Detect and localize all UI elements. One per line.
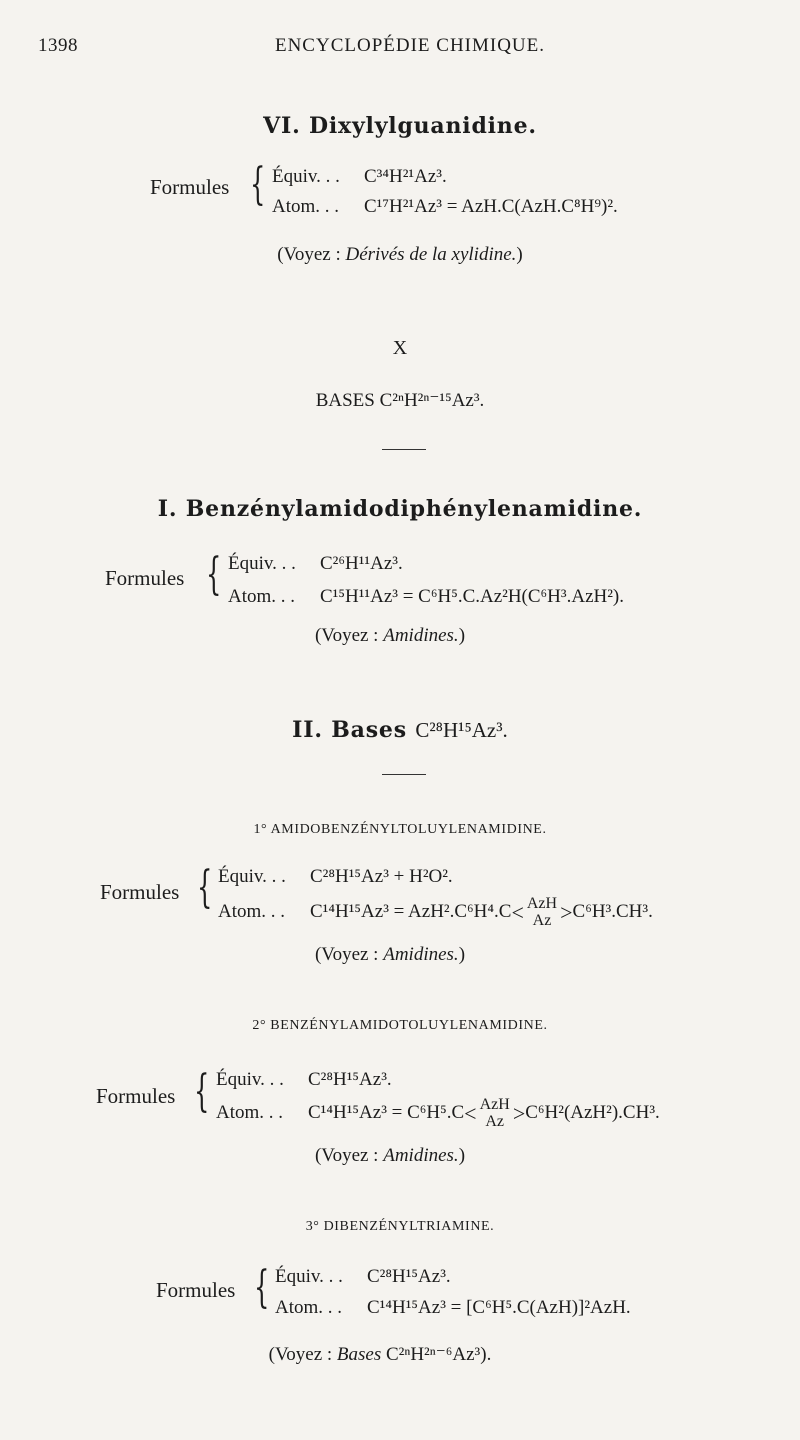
sub1-title: 1° AMIDOBENZÉNYLTOLUYLENAMIDINE. bbox=[253, 822, 547, 837]
sub2-voyez bbox=[0, 1145, 800, 1167]
voyez-prefix: (Voyez : bbox=[314, 944, 384, 965]
equiv-label: Équiv. . . bbox=[218, 866, 286, 887]
atom-value: C¹⁷H²¹Az³ = AzH.C(AzH.C⁸H⁹)². bbox=[364, 196, 618, 217]
section-ii-title-formula: C²⁸H¹⁵Az³. bbox=[415, 718, 508, 742]
voyez-ref: Bases bbox=[336, 1344, 382, 1365]
voyez-suffix: ) bbox=[516, 244, 523, 265]
voyez-ref: Amidines. bbox=[383, 944, 459, 965]
atom-label: Atom. . . bbox=[228, 586, 296, 607]
brace-icon: { bbox=[250, 159, 266, 210]
voyez-formula: C²ⁿH²ⁿ⁻⁶Az³ bbox=[381, 1344, 481, 1365]
angle-open-icon: < bbox=[511, 899, 524, 925]
brace-icon: { bbox=[206, 549, 222, 600]
equiv-label: Équiv. . . bbox=[272, 166, 340, 187]
atom-value: C¹⁴H¹⁵Az³ = [C⁶H⁵.C(AzH)]²AzH. bbox=[367, 1297, 631, 1318]
atom-value-b: C⁶H³.CH³. bbox=[572, 901, 653, 922]
sub2-title: 2° BENZÉNYLAMIDOTOLUYLENAMIDINE. bbox=[252, 1018, 548, 1033]
equiv-value: C³⁴H²¹Az³. bbox=[364, 166, 447, 187]
section-ii-title-bold: II. Bases bbox=[292, 717, 416, 743]
voyez-ref: Dérivés de la xylidine. bbox=[345, 244, 517, 265]
formulas-label: Formules bbox=[100, 880, 180, 904]
sub3-voyez bbox=[0, 1343, 800, 1366]
equiv-row bbox=[218, 866, 453, 888]
atom-value-a: C¹⁴H¹⁵Az³ = C⁶H⁵.C bbox=[308, 1102, 465, 1123]
voyez-prefix: (Voyez : bbox=[268, 1344, 337, 1365]
formulas-label: Formules bbox=[105, 566, 185, 590]
angle-close-icon: > bbox=[560, 899, 573, 925]
atom-row bbox=[272, 196, 618, 218]
equiv-row bbox=[275, 1266, 451, 1288]
angle-open-icon: < bbox=[464, 1100, 477, 1126]
equiv-row bbox=[216, 1069, 392, 1091]
equiv-value: C²⁸H¹⁵Az³. bbox=[367, 1266, 451, 1287]
brace-icon: { bbox=[254, 1262, 270, 1313]
voyez-prefix: (Voyez : bbox=[314, 1145, 384, 1166]
voyez-prefix: (Voyez : bbox=[314, 625, 384, 646]
equiv-row bbox=[272, 166, 447, 188]
atom-value-a: C¹⁴H¹⁵Az³ = AzH².C⁶H⁴.C bbox=[310, 901, 512, 922]
part-title: BASES C²ⁿH²ⁿ⁻¹⁵Az³. bbox=[315, 390, 485, 411]
atom-row bbox=[216, 1090, 660, 1137]
atom-label: Atom. . . bbox=[275, 1297, 343, 1318]
brace-icon: { bbox=[197, 862, 213, 913]
voyez-suffix: ) bbox=[458, 1145, 466, 1166]
sub1-voyez bbox=[0, 944, 800, 966]
section-i-title: I. Benzénylamidodiphénylenamidine. bbox=[157, 496, 643, 522]
formulas-label: Formules bbox=[156, 1278, 236, 1302]
sub3-title: 3° DIBENZÉNYLTRIAMINE. bbox=[305, 1219, 495, 1234]
frac-top: AzH bbox=[479, 1095, 510, 1113]
formulas-label: Formules bbox=[150, 175, 230, 199]
part-numeral: X bbox=[392, 337, 408, 359]
atom-value: C¹⁵H¹¹Az³ = C⁶H⁵.C.Az²H(C⁶H³.AzH²). bbox=[320, 586, 624, 607]
section-vi-voyez bbox=[0, 244, 800, 266]
section-ii-title bbox=[0, 717, 800, 743]
running-title: ENCYCLOPÉDIE CHIMIQUE. bbox=[274, 35, 546, 56]
divider bbox=[382, 449, 426, 450]
frac-top: AzH bbox=[526, 894, 558, 912]
frac-bottom: Az bbox=[485, 1112, 505, 1130]
equiv-value: C²⁸H¹⁵Az³. bbox=[308, 1069, 392, 1090]
frac-bottom: Az bbox=[532, 911, 552, 929]
equiv-label: Équiv. . . bbox=[216, 1069, 284, 1090]
equiv-value: C²⁸H¹⁵Az³ + H²O². bbox=[310, 866, 453, 887]
section-i-voyez bbox=[0, 625, 800, 647]
atom-label: Atom. . . bbox=[216, 1102, 284, 1123]
atom-value-b: C⁶H²(AzH²).CH³. bbox=[525, 1102, 660, 1123]
equiv-label: Équiv. . . bbox=[275, 1266, 343, 1287]
page-number: 1398 bbox=[38, 35, 78, 56]
atom-row bbox=[228, 586, 624, 608]
voyez-suffix: ) bbox=[458, 944, 466, 965]
equiv-value: C²⁶H¹¹Az³. bbox=[320, 553, 403, 574]
voyez-suffix: ) bbox=[458, 625, 466, 646]
atom-label: Atom. . . bbox=[218, 901, 286, 922]
equiv-row bbox=[228, 553, 403, 575]
fraction bbox=[527, 896, 557, 930]
atom-row bbox=[275, 1297, 631, 1319]
section-vi-title: VI. Dixylylguanidine. bbox=[263, 113, 537, 139]
divider bbox=[382, 774, 426, 775]
atom-row bbox=[218, 889, 653, 936]
equiv-label: Équiv. . . bbox=[228, 553, 296, 574]
voyez-ref: Amidines. bbox=[383, 1145, 459, 1166]
brace-icon: { bbox=[194, 1066, 210, 1117]
fraction bbox=[480, 1097, 510, 1131]
formulas-label: Formules bbox=[96, 1084, 176, 1108]
voyez-prefix: (Voyez : bbox=[277, 244, 346, 265]
voyez-ref: Amidines. bbox=[383, 625, 459, 646]
atom-label: Atom. . . bbox=[272, 196, 340, 217]
voyez-suffix: ). bbox=[480, 1344, 492, 1365]
angle-close-icon: > bbox=[512, 1100, 526, 1126]
